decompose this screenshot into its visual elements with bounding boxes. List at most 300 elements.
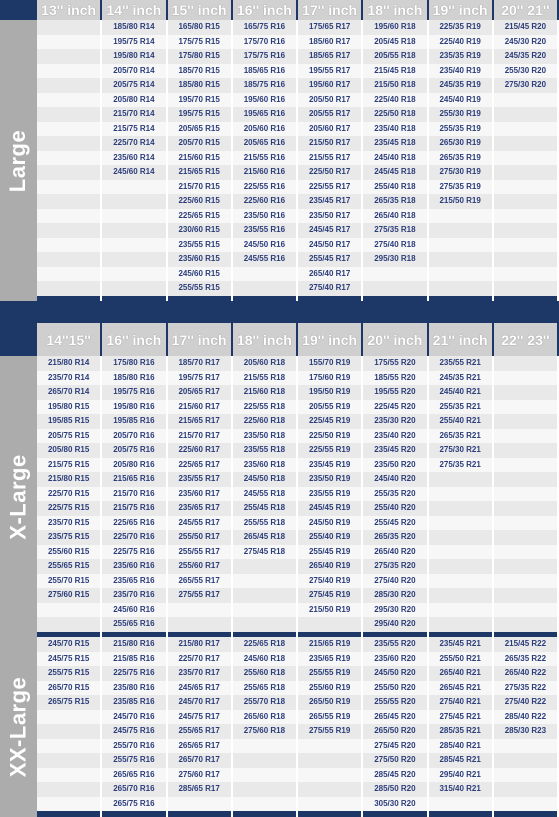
tire-size: 225/75 R15 [37, 501, 100, 516]
xlarge-header [0, 323, 559, 356]
size-column [233, 637, 298, 817]
tire-size: 235/40 R19 [429, 64, 492, 79]
tire-size: 175/80 R16 [102, 356, 165, 371]
tire-size: 185/80 R16 [102, 371, 165, 386]
tire-size: 235/60 R16 [102, 559, 165, 574]
empty-cell [37, 78, 100, 93]
tire-size: 225/70 R15 [37, 487, 100, 502]
tire-size: 255/75 R15 [37, 666, 100, 681]
tire-size: 255/40 R18 [363, 180, 426, 195]
tire-size: 205/65 R16 [233, 136, 296, 151]
empty-cell [494, 136, 557, 151]
empty-cell [494, 194, 557, 209]
empty-cell [37, 107, 100, 122]
tire-size: 265/50 R19 [298, 695, 361, 710]
tire-size: 185/80 R15 [168, 78, 231, 93]
tire-size: 275/40 R18 [363, 238, 426, 253]
empty-cell [102, 267, 165, 282]
tire-size: 245/35 R19 [429, 78, 492, 93]
empty-cell [37, 20, 100, 35]
tire-size: 245/55 R16 [233, 252, 296, 267]
tire-size: 225/75 R16 [102, 666, 165, 681]
tire-size: 225/65 R15 [168, 209, 231, 224]
tire-size: 245/75 R17 [168, 710, 231, 725]
column-header-text: 15'' inch [171, 2, 227, 18]
tire-size: 245/75 R16 [102, 724, 165, 739]
tire-size: 245/60 R16 [102, 603, 165, 618]
tire-size: 235/60 R15 [168, 252, 231, 267]
tire-size: 235/60 R17 [168, 487, 231, 502]
tire-size: 235/50 R20 [363, 458, 426, 473]
empty-cell [102, 180, 165, 195]
empty-cell [494, 545, 557, 560]
empty-cell [429, 472, 492, 487]
tire-size: 215/70 R14 [102, 107, 165, 122]
tire-size: 245/30 R20 [494, 35, 557, 50]
empty-cell [37, 753, 100, 768]
tire-size: 275/40 R20 [363, 574, 426, 589]
empty-cell [233, 617, 296, 632]
empty-cell [363, 281, 426, 296]
tire-size: 215/55 R16 [233, 151, 296, 166]
empty-cell [168, 603, 231, 618]
xxlarge-size-label [0, 637, 37, 817]
tire-size: 235/60 R18 [233, 458, 296, 473]
tire-size: 265/30 R19 [429, 136, 492, 151]
tire-size: 235/60 R14 [102, 151, 165, 166]
tire-size: 235/65 R17 [168, 501, 231, 516]
tire-size: 245/75 R15 [37, 652, 100, 667]
tire-size: 225/40 R18 [363, 93, 426, 108]
empty-cell [37, 238, 100, 253]
tire-size: 215/60 R16 [233, 165, 296, 180]
tire-size: 255/50 R17 [168, 530, 231, 545]
tire-size: 255/35 R19 [429, 122, 492, 137]
column-header-text: 16'' inch [106, 331, 162, 348]
tire-size: 225/50 R17 [298, 165, 361, 180]
tire-size: 285/65 R17 [168, 782, 231, 797]
tire-size: 235/45 R19 [298, 458, 361, 473]
column-header [363, 323, 428, 356]
tire-size: 215/80 R14 [37, 356, 100, 371]
tire-size: 195/85 R15 [37, 414, 100, 429]
size-column [233, 20, 298, 301]
empty-cell [37, 281, 100, 296]
tire-size: 255/45 R18 [233, 501, 296, 516]
empty-cell [233, 603, 296, 618]
column-header-text: 14'' inch [106, 2, 162, 18]
empty-cell [494, 267, 557, 282]
tire-size: 235/70 R17 [168, 666, 231, 681]
tire-size: 265/55 R19 [298, 710, 361, 725]
tire-size: 275/60 R18 [233, 724, 296, 739]
tire-size: 225/70 R14 [102, 136, 165, 151]
tire-size: 275/35 R21 [429, 458, 492, 473]
tire-size: 265/75 R16 [102, 797, 165, 812]
column-header [298, 0, 363, 20]
large-header-row [0, 0, 559, 20]
tire-size: 185/65 R17 [298, 49, 361, 64]
tire-size: 245/50 R18 [233, 472, 296, 487]
tire-size: 265/40 R21 [429, 666, 492, 681]
empty-cell [429, 530, 492, 545]
empty-cell [429, 267, 492, 282]
tire-size: 255/55 R18 [233, 516, 296, 531]
size-column [429, 637, 494, 817]
tire-size: 205/55 R17 [298, 107, 361, 122]
tire-size: 185/55 R20 [363, 371, 426, 386]
empty-cell [37, 252, 100, 267]
column-header [363, 0, 428, 20]
column-header-text: 20'' inch [367, 331, 423, 348]
tire-size: 275/60 R17 [168, 768, 231, 783]
tire-size: 215/55 R17 [298, 151, 361, 166]
tire-size: 215/50 R19 [298, 603, 361, 618]
tire-size: 245/60 R18 [233, 652, 296, 667]
empty-cell [37, 739, 100, 754]
empty-cell [429, 617, 492, 632]
tire-size: 275/50 R20 [363, 753, 426, 768]
tire-size: 215/50 R17 [298, 136, 361, 151]
tire-size: 295/30 R20 [363, 603, 426, 618]
column-header-text: 18'' inch [367, 2, 423, 18]
empty-cell [494, 252, 557, 267]
tire-size: 295/40 R20 [363, 617, 426, 632]
empty-cell [102, 281, 165, 296]
column-header-text: 17'' inch [302, 2, 358, 18]
tire-size: 255/60 R17 [168, 559, 231, 574]
size-column [102, 637, 167, 817]
tire-size: 225/70 R16 [102, 530, 165, 545]
xxlarge-tire-table [37, 637, 559, 817]
empty-cell [429, 588, 492, 603]
tire-size: 275/35 R19 [429, 180, 492, 195]
tire-size: 165/75 R16 [233, 20, 296, 35]
empty-cell [37, 35, 100, 50]
tire-size: 225/60 R17 [168, 443, 231, 458]
empty-cell [37, 797, 100, 812]
tire-size: 245/35 R21 [429, 371, 492, 386]
empty-cell [494, 209, 557, 224]
tire-size: 215/60 R18 [233, 385, 296, 400]
size-column [168, 356, 233, 637]
size-column [37, 637, 102, 817]
tire-size: 255/60 R18 [233, 666, 296, 681]
empty-cell [429, 516, 492, 531]
column-header [168, 323, 233, 356]
tire-size: 205/60 R18 [233, 356, 296, 371]
tire-size: 225/35 R19 [429, 20, 492, 35]
tire-size: 235/70 R15 [37, 516, 100, 531]
tire-size: 275/45 R20 [363, 739, 426, 754]
tire-size: 205/50 R17 [298, 93, 361, 108]
empty-cell [429, 252, 492, 267]
column-header [102, 323, 167, 356]
tire-size: 245/50 R17 [298, 238, 361, 253]
tire-size: 195/80 R15 [37, 400, 100, 415]
tire-size: 235/70 R14 [37, 371, 100, 386]
tire-size: 265/40 R18 [363, 209, 426, 224]
column-header-text: 13'' inch [41, 2, 97, 18]
tire-size: 255/35 R21 [429, 400, 492, 415]
tire-size: 215/65 R16 [102, 472, 165, 487]
tire-size: 275/55 R19 [298, 724, 361, 739]
tire-size: 185/70 R15 [168, 64, 231, 79]
tire-size: 235/40 R18 [363, 122, 426, 137]
empty-cell [233, 753, 296, 768]
empty-cell [494, 559, 557, 574]
empty-cell [298, 797, 361, 812]
tire-size: 215/65 R15 [168, 165, 231, 180]
empty-cell [494, 281, 557, 296]
column-header [494, 0, 559, 20]
tire-size: 225/40 R19 [429, 35, 492, 50]
tire-size: 265/60 R18 [233, 710, 296, 725]
size-column [363, 356, 428, 637]
tire-size: 285/45 R21 [429, 753, 492, 768]
tire-size: 235/40 R20 [363, 429, 426, 444]
tire-size: 235/50 R18 [233, 429, 296, 444]
tire-size: 275/35 R18 [363, 223, 426, 238]
empty-cell [233, 588, 296, 603]
tire-size: 195/65 R16 [233, 107, 296, 122]
tire-size: 225/55 R19 [298, 443, 361, 458]
tire-size: 255/60 R19 [298, 681, 361, 696]
tire-size: 215/60 R17 [168, 400, 231, 415]
tire-size: 205/55 R19 [298, 400, 361, 415]
empty-cell [494, 797, 557, 812]
empty-cell [298, 739, 361, 754]
column-header-text: 20'' 21'' [501, 2, 550, 18]
tire-size: 225/45 R19 [298, 414, 361, 429]
empty-cell [494, 443, 557, 458]
tire-size: 265/40 R20 [363, 545, 426, 560]
empty-cell [233, 768, 296, 783]
empty-cell [494, 501, 557, 516]
tire-size: 225/70 R17 [168, 652, 231, 667]
tire-size: 265/55 R17 [168, 574, 231, 589]
tire-size: 265/75 R15 [37, 695, 100, 710]
empty-cell [37, 223, 100, 238]
empty-cell [494, 472, 557, 487]
tire-size: 255/45 R20 [363, 516, 426, 531]
column-header [494, 323, 559, 356]
tire-size: 195/80 R16 [102, 400, 165, 415]
empty-cell [37, 710, 100, 725]
size-column [168, 20, 233, 301]
size-column [429, 20, 494, 301]
tire-size: 205/75 R15 [37, 429, 100, 444]
tire-size: 225/60 R18 [233, 414, 296, 429]
tire-size: 195/60 R16 [233, 93, 296, 108]
tire-size: 235/35 R19 [429, 49, 492, 64]
column-header-text: 22'' 23'' [501, 331, 550, 348]
tire-size: 265/35 R18 [363, 194, 426, 209]
tire-size: 255/70 R15 [37, 574, 100, 589]
tire-size: 195/50 R19 [298, 385, 361, 400]
tire-size: 235/70 R16 [102, 588, 165, 603]
tire-size: 245/70 R16 [102, 710, 165, 725]
tire-size: 195/75 R15 [168, 107, 231, 122]
tire-size: 215/80 R15 [37, 472, 100, 487]
tire-size: 205/60 R16 [233, 122, 296, 137]
tire-size: 215/70 R16 [102, 487, 165, 502]
tire-size: 225/50 R18 [363, 107, 426, 122]
tire-size: 195/55 R20 [363, 385, 426, 400]
tire-size: 255/50 R21 [429, 652, 492, 667]
tire-size: 295/40 R21 [429, 768, 492, 783]
tire-size: 175/65 R17 [298, 20, 361, 35]
tire-size: 255/55 R17 [168, 545, 231, 560]
empty-cell [298, 768, 361, 783]
tire-size: 285/45 R20 [363, 768, 426, 783]
tire-size: 265/65 R16 [102, 768, 165, 783]
tire-size: 285/30 R23 [494, 724, 557, 739]
tire-size: 235/50 R16 [233, 209, 296, 224]
tire-size: 265/70 R14 [37, 385, 100, 400]
tire-size: 215/65 R19 [298, 637, 361, 652]
empty-cell [494, 165, 557, 180]
tire-size: 205/65 R15 [168, 122, 231, 137]
tire-size: 215/70 R17 [168, 429, 231, 444]
empty-cell [37, 782, 100, 797]
empty-cell [37, 49, 100, 64]
tire-size: 255/60 R15 [37, 545, 100, 560]
tire-size: 235/45 R20 [363, 443, 426, 458]
tire-size: 265/35 R19 [429, 151, 492, 166]
size-column [494, 637, 559, 817]
column-header-text: 18'' inch [236, 331, 292, 348]
empty-cell [37, 180, 100, 195]
tire-size: 265/45 R18 [233, 530, 296, 545]
tire-size: 245/45 R19 [298, 501, 361, 516]
tire-size: 185/65 R16 [233, 64, 296, 79]
column-header [429, 0, 494, 20]
tire-size: 195/75 R16 [102, 385, 165, 400]
tire-size: 235/55 R19 [298, 487, 361, 502]
large-tire-table [37, 20, 559, 301]
tire-size: 275/40 R21 [429, 695, 492, 710]
empty-cell [494, 458, 557, 473]
tire-size: 205/80 R16 [102, 458, 165, 473]
tire-size: 225/60 R15 [168, 194, 231, 209]
tire-size: 185/80 R14 [102, 20, 165, 35]
tire-size: 285/40 R21 [429, 739, 492, 754]
tire-size: 215/80 R17 [168, 637, 231, 652]
empty-cell [37, 136, 100, 151]
tire-size: 285/35 R21 [429, 724, 492, 739]
empty-cell [494, 603, 557, 618]
empty-cell [233, 739, 296, 754]
tire-size: 185/60 R17 [298, 35, 361, 50]
empty-cell [37, 209, 100, 224]
tire-size: 195/75 R14 [102, 35, 165, 50]
large-header [0, 0, 559, 20]
empty-cell [494, 782, 557, 797]
empty-cell [494, 371, 557, 386]
tire-size: 215/45 R18 [363, 64, 426, 79]
empty-cell [429, 238, 492, 253]
size-column [168, 637, 233, 817]
tire-size: 235/55 R20 [363, 637, 426, 652]
empty-cell [102, 252, 165, 267]
tire-size: 215/80 R16 [102, 637, 165, 652]
tire-size: 245/40 R20 [363, 472, 426, 487]
tire-size: 205/80 R15 [37, 443, 100, 458]
tire-size: 275/35 R20 [363, 559, 426, 574]
column-header-text: 19'' inch [302, 331, 358, 348]
tire-size: 215/75 R14 [102, 122, 165, 137]
column-header-text: 16'' inch [236, 2, 292, 18]
tire-size: 265/35 R22 [494, 652, 557, 667]
tire-size: 195/60 R17 [298, 78, 361, 93]
empty-cell [429, 574, 492, 589]
tire-size: 275/40 R22 [494, 695, 557, 710]
tire-size: 195/75 R17 [168, 371, 231, 386]
empty-cell [233, 574, 296, 589]
column-header-text: 14''15'' [46, 331, 91, 348]
tire-size: 245/45 R17 [298, 223, 361, 238]
tire-size: 235/55 R16 [233, 223, 296, 238]
tire-size: 265/45 R20 [363, 710, 426, 725]
column-header [298, 323, 363, 356]
tire-size: 215/50 R19 [429, 194, 492, 209]
tire-size: 245/70 R17 [168, 695, 231, 710]
tire-size: 255/65 R16 [102, 617, 165, 632]
tire-size: 255/35 R20 [363, 487, 426, 502]
tire-size: 235/30 R20 [363, 414, 426, 429]
empty-cell [37, 768, 100, 783]
empty-cell [494, 530, 557, 545]
tire-size: 245/70 R15 [37, 637, 100, 652]
tire-size: 245/50 R19 [298, 516, 361, 531]
tire-size: 235/55 R15 [168, 238, 231, 253]
tire-size: 235/55 R18 [233, 443, 296, 458]
tire-size: 265/35 R20 [363, 530, 426, 545]
tire-size: 195/60 R18 [363, 20, 426, 35]
tire-size: 265/40 R17 [298, 267, 361, 282]
tire-size: 225/55 R17 [298, 180, 361, 195]
tire-size: 255/75 R16 [102, 753, 165, 768]
tire-size: 265/70 R15 [37, 681, 100, 696]
tire-size: 275/30 R19 [429, 165, 492, 180]
empty-cell [494, 223, 557, 238]
tire-size: 205/65 R17 [168, 385, 231, 400]
empty-cell [37, 724, 100, 739]
tire-size: 245/35 R20 [494, 49, 557, 64]
size-column [363, 20, 428, 301]
tire-size: 245/60 R15 [168, 267, 231, 282]
column-header [102, 0, 167, 20]
tire-size: 305/30 R20 [363, 797, 426, 812]
xlarge-size-label [0, 356, 37, 637]
tire-size: 235/50 R19 [298, 472, 361, 487]
tire-size: 275/40 R19 [298, 574, 361, 589]
tire-size: 265/35 R21 [429, 429, 492, 444]
tire-size: 275/45 R18 [233, 545, 296, 560]
tire-size: 205/75 R14 [102, 78, 165, 93]
tire-size: 225/50 R19 [298, 429, 361, 444]
tire-size: 255/30 R20 [494, 64, 557, 79]
tire-size: 275/55 R17 [168, 588, 231, 603]
tire-size: 295/30 R18 [363, 252, 426, 267]
tire-size: 225/65 R18 [233, 637, 296, 652]
tire-size: 235/45 R21 [429, 637, 492, 652]
tire-size: 315/40 R21 [429, 782, 492, 797]
xxlarge-label-text: XX-Large [5, 676, 31, 778]
tire-size: 225/45 R20 [363, 400, 426, 415]
tire-size: 255/45 R17 [298, 252, 361, 267]
